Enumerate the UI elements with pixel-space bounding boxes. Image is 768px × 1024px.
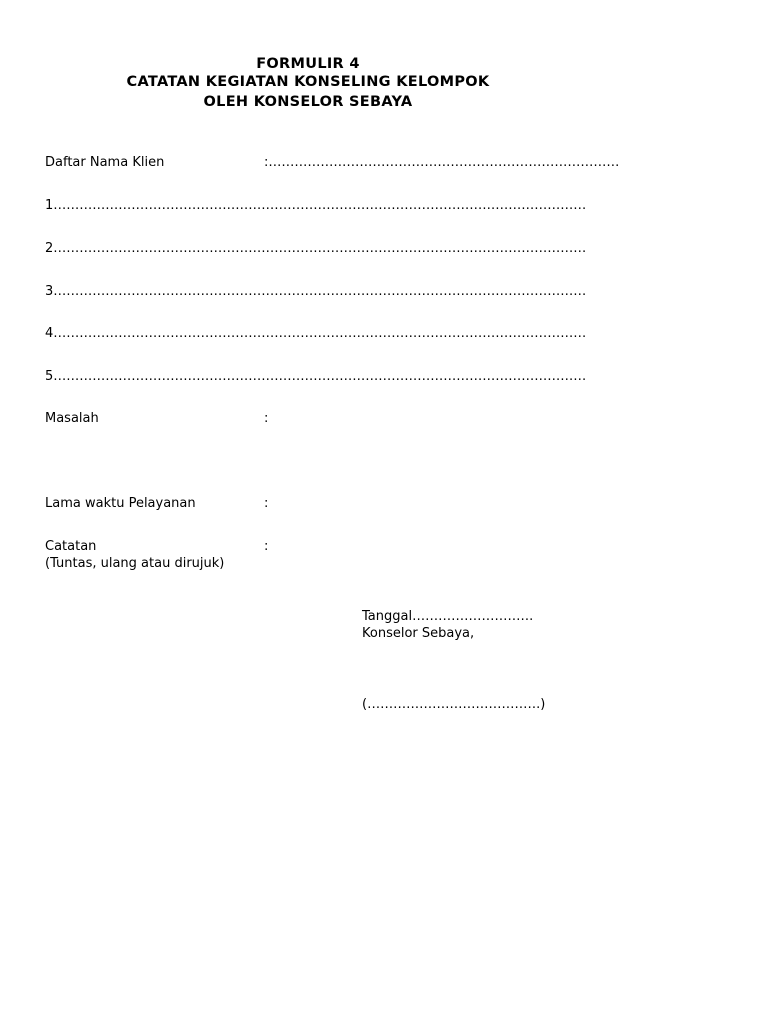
client-entry-4: 4…………………………………………………………………………………………………………… xyxy=(45,326,587,341)
form-title: CATATAN KEGIATAN KONSELING KELOMPOK xyxy=(126,74,490,90)
client-list-dotted-line: :……………………………………………………………………… xyxy=(264,155,620,170)
signature-role: Konselor Sebaya, xyxy=(362,626,475,641)
duration-colon: : xyxy=(264,496,269,511)
client-entry-2: 2…………………………………………………………………………………………………………… xyxy=(45,241,587,256)
signature-date: Tanggal………………………. xyxy=(362,609,534,624)
client-entry-1: 1…………………………………………………………………………………………………………… xyxy=(45,198,587,213)
client-list-label: Daftar Nama Klien xyxy=(45,155,165,170)
notes-label: Catatan xyxy=(45,539,97,554)
client-entry-5: 5…………………………………………………………………………………………………………… xyxy=(45,369,587,384)
problem-colon: : xyxy=(264,411,269,426)
duration-label: Lama waktu Pelayanan xyxy=(45,496,196,511)
notes-colon: : xyxy=(264,539,269,554)
problem-label: Masalah xyxy=(45,411,99,426)
signature-name-line: (………………………………….) xyxy=(362,697,546,712)
client-entry-3: 3…………………………………………………………………………………………………………… xyxy=(45,284,587,299)
form-subtitle: OLEH KONSELOR SEBAYA xyxy=(203,94,413,110)
notes-sublabel: (Tuntas, ulang atau dirujuk) xyxy=(45,556,225,571)
form-number-title: FORMULIR 4 xyxy=(256,56,360,72)
